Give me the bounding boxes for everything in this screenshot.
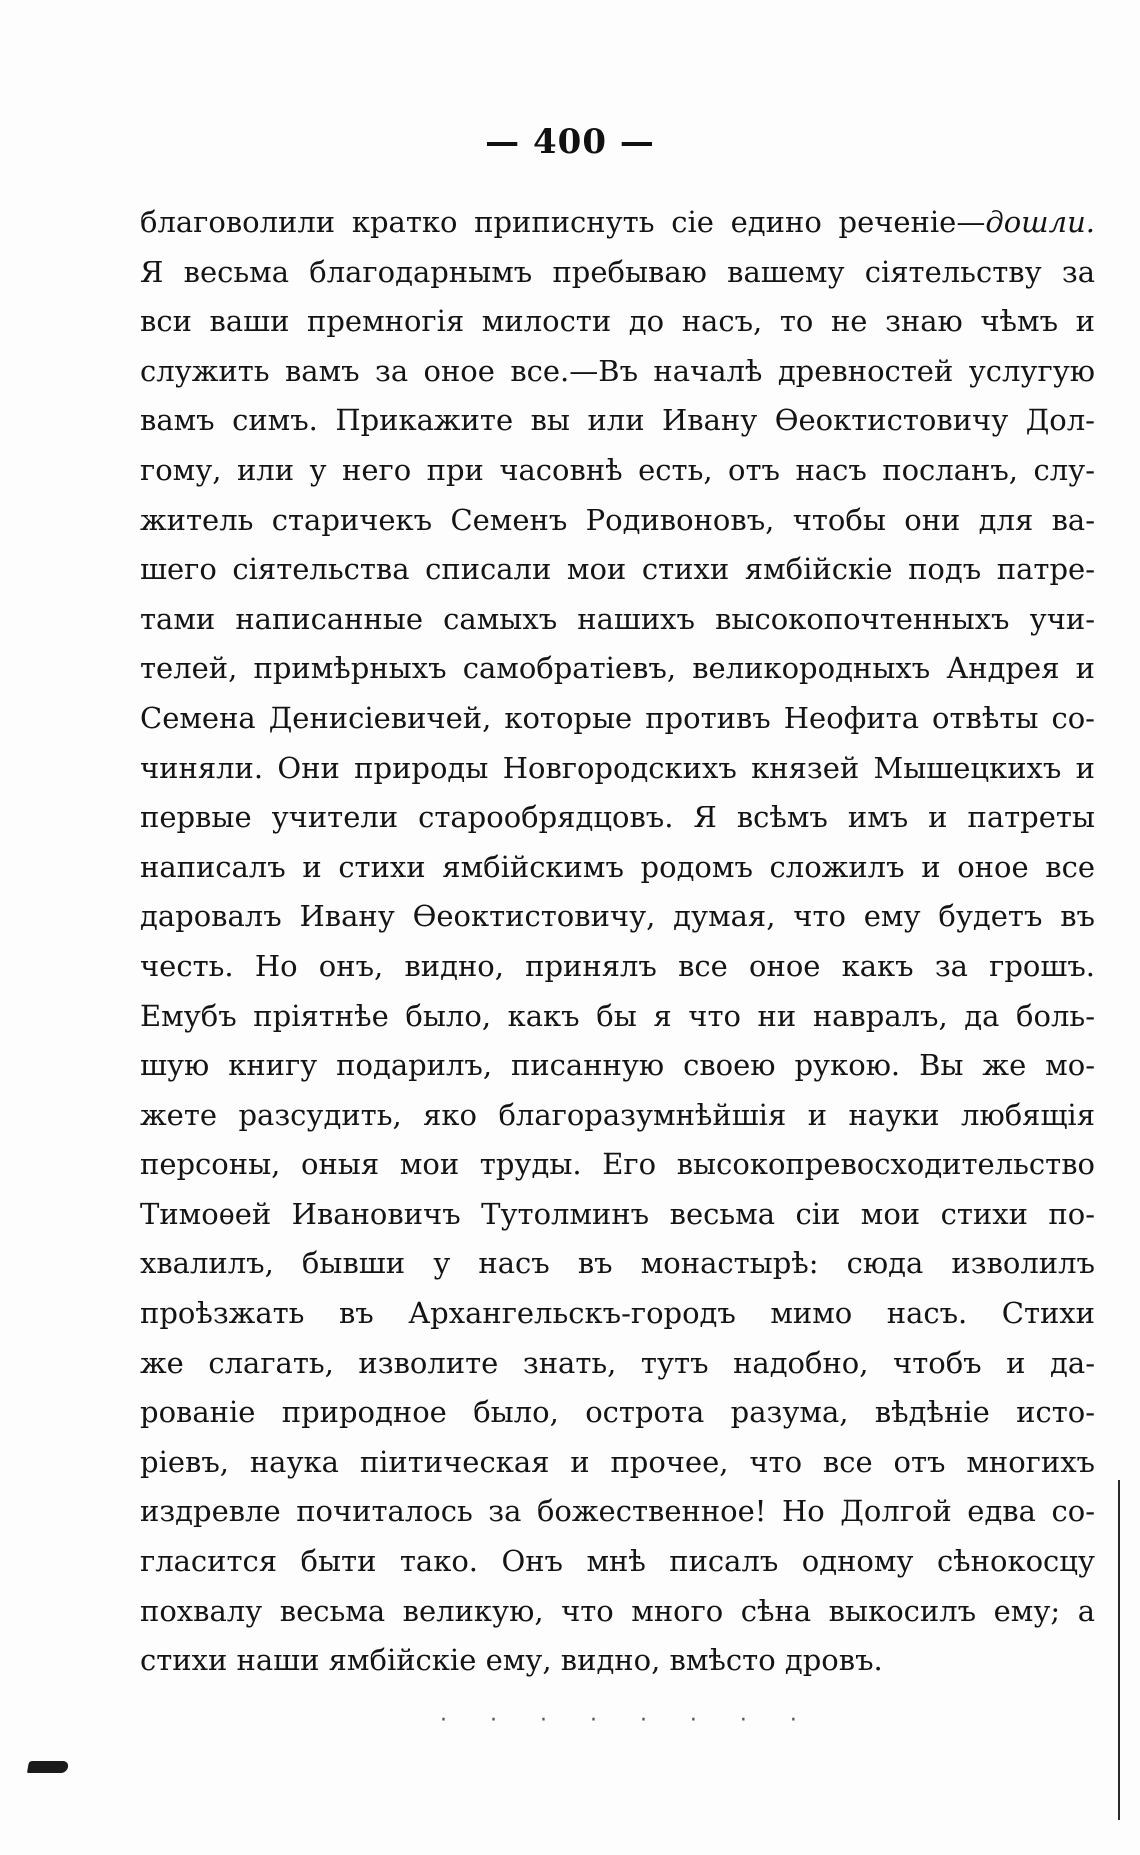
page-edge-line xyxy=(1118,1480,1120,1820)
text-line-30: стихи наши ямбійскіе ему, видно, вмѣсто дровъ. xyxy=(140,1643,883,1678)
text-line-9: тами написанные самыхъ нашихъ высокопочтенныхъ учи- xyxy=(140,601,1095,636)
text-line-12: чиняли. Они природы Новгородскихъ князей Мышецкихъ и xyxy=(140,750,1095,785)
print-specks: · · · · · · · · xyxy=(440,1708,815,1733)
text-line-2: Я весьма благодарнымъ пребываю вашему сіятельству за xyxy=(140,254,1095,289)
text-line-26: ріевъ, наука піитическая и прочее, что все отъ многихъ xyxy=(140,1444,1095,1479)
text-line-8: шего сіятельства списали мои стихи ямбійскіе подъ патре- xyxy=(140,552,1095,587)
text-line-18: шую книгу подарилъ, писанную своею рукою. Вы же мо- xyxy=(140,1048,1095,1083)
text-line-7: житель старичекъ Семенъ Родивоновъ, чтобы они для ва- xyxy=(140,502,1095,537)
text-line-24: же слагать, изволите знать, тутъ надобно, чтобъ и да- xyxy=(140,1345,1095,1380)
text-line-14: написалъ и стихи ямбійскимъ родомъ сложилъ и оное все xyxy=(140,849,1095,884)
text-line-13: первые учители старообрядцовъ. Я всѣмъ имъ и патреты xyxy=(140,800,1095,835)
text-line-10: телей, примѣрныхъ самобратіевъ, великородныхъ Андрея и xyxy=(140,651,1095,686)
text-line-22: хвалилъ, бывши у насъ въ монастырѣ: сюда изволилъ xyxy=(140,1246,1095,1281)
text-line-20: персоны, оныя мои труды. Его высокопревосходительство xyxy=(140,1147,1095,1182)
text-line-6: гому, или у него при часовнѣ есть, отъ насъ посланъ, слу- xyxy=(140,452,1095,487)
text-line-28: гласится быти тако. Онъ мнѣ писалъ одному сѣнокосцу xyxy=(140,1544,1095,1579)
text-line-3: вси ваши премногія милости до насъ, то не знаю чѣмъ и xyxy=(140,304,1095,339)
text-line-25: рованіе природное было, острота разума, вѣдѣніе исто- xyxy=(140,1395,1095,1430)
text-line-23: проѣзжать въ Архангельскъ-городъ мимо насъ. Стихи xyxy=(140,1296,1095,1331)
text-line-16: честь. Но онъ, видно, принялъ все оное какъ за грошъ. xyxy=(140,948,1095,983)
text-line-27: издревле почиталось за божественное! Но Долгой едва со- xyxy=(140,1494,1095,1529)
body-text xyxy=(140,198,1095,1686)
text-line-4: служить вамъ за оное все.—Въ началѣ древностей услугую xyxy=(140,353,1095,388)
text-line-1: благоволили кратко приписнуть сіе едино реченіе—дошли. xyxy=(140,205,1095,239)
text-line-5: вамъ симъ. Прикажите вы или Ивану Ѳеоктистовичу Дол- xyxy=(140,403,1095,438)
text-line-17: Емубъ пріятнѣе было, какъ бы я что ни навралъ, да боль- xyxy=(140,998,1095,1033)
page-number: — 400 — xyxy=(485,122,655,162)
text-line-11: Семена Денисіевичей, которые противъ Неофита отвѣты со- xyxy=(140,700,1095,735)
text-line-19: жете разсудить, яко благоразумнѣйшія и науки любящія xyxy=(140,1097,1095,1132)
text-line-29: похвалу весьма великую, что много сѣна выкосилъ ему; а xyxy=(140,1593,1095,1628)
ink-blot-mark xyxy=(27,1761,69,1773)
text-line-21: Тимоѳей Ивановичъ Тутолминъ весьма сіи мои стихи по- xyxy=(140,1196,1095,1231)
text-line-15: даровалъ Ивану Ѳеоктистовичу, думая, что ему будетъ въ xyxy=(140,899,1095,934)
